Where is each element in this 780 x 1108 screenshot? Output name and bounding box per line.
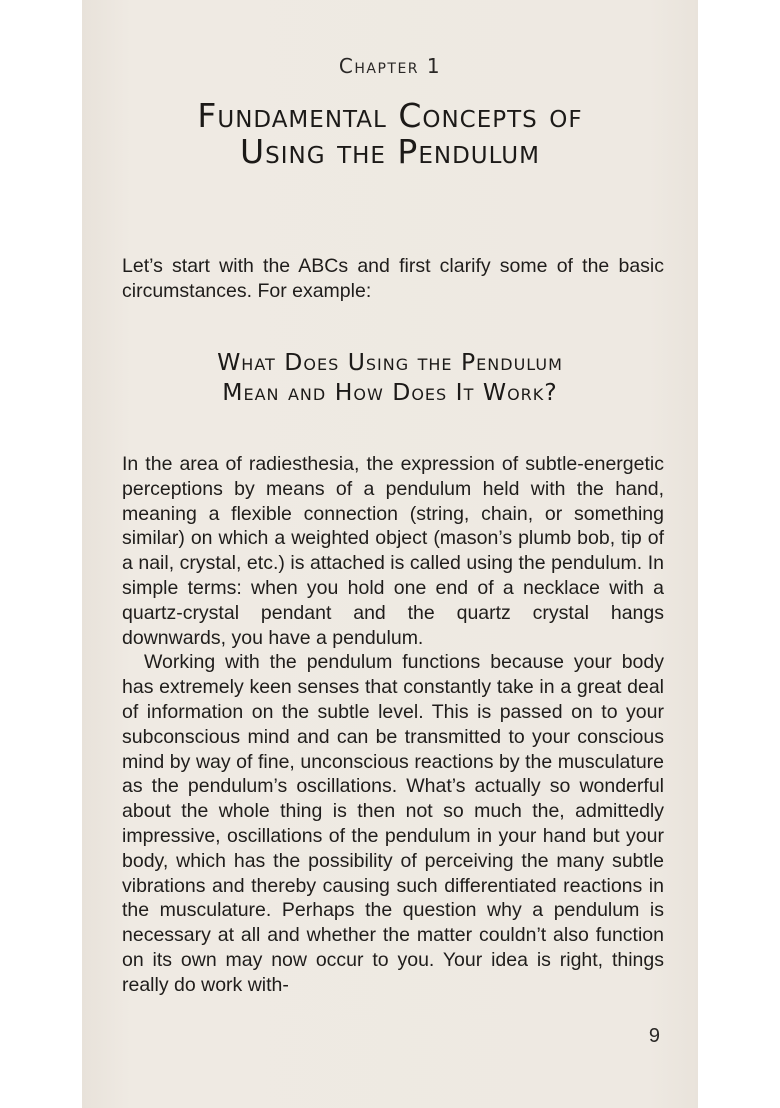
book-page [82,0,698,1108]
main-text [122,452,664,998]
page-number: 9 [648,1025,660,1047]
section-heading-line-1: What Does Using the Pendulum [217,348,563,376]
body-paragraph-1: In the area of radiesthesia, the expression of subtle-energetic perceptions by means of a pendulum held with the hand, meaning a flexible connection (string, chain, or something similar) on which a weighted object (mason’s plumb bob, tip of a nail, crystal, etc.) is attached is called using the pendulum. In simple terms: when you hold one end of a necklace with a quartz-crystal pendant and the quartz crystal hangs downwards, you have a pendulum. [122,453,664,649]
section-heading [82,347,698,407]
chapter-title-line-1: Fundamental Concepts of [197,96,583,135]
chapter-label: Chapter 1 [338,54,442,78]
chapter-title-line-2: Using the Pendulum [240,132,540,171]
chapter-title [82,98,698,170]
section-heading-line-2: Mean and How Does It Work? [222,378,558,406]
body-paragraph-2: Working with the pendulum functions because your body has extremely keen senses that constantly take in a great deal of information on the subtle level. This is passed on to your subconscious mind and can be transmitted to your conscious mind by way of fine, unconscious reactions by the musculature as the pendulum’s oscillations. What’s actually so wonderful about the whole thing is then not so much the, admittedly impressive, oscillations of the pendulum in your hand but your body, which has the possibility of perceiving the many subtle vibrations and thereby causing such differentiated reactions in the musculature. Perhaps the question why a pendulum is necessary at all and whether the matter couldn’t also function on its own may now occur to you. Your idea is right, things really do work with- [122,651,664,996]
intro-paragraph: Let’s start with the ABCs and first clarify some of the basic circumstances. For example: [122,255,664,302]
